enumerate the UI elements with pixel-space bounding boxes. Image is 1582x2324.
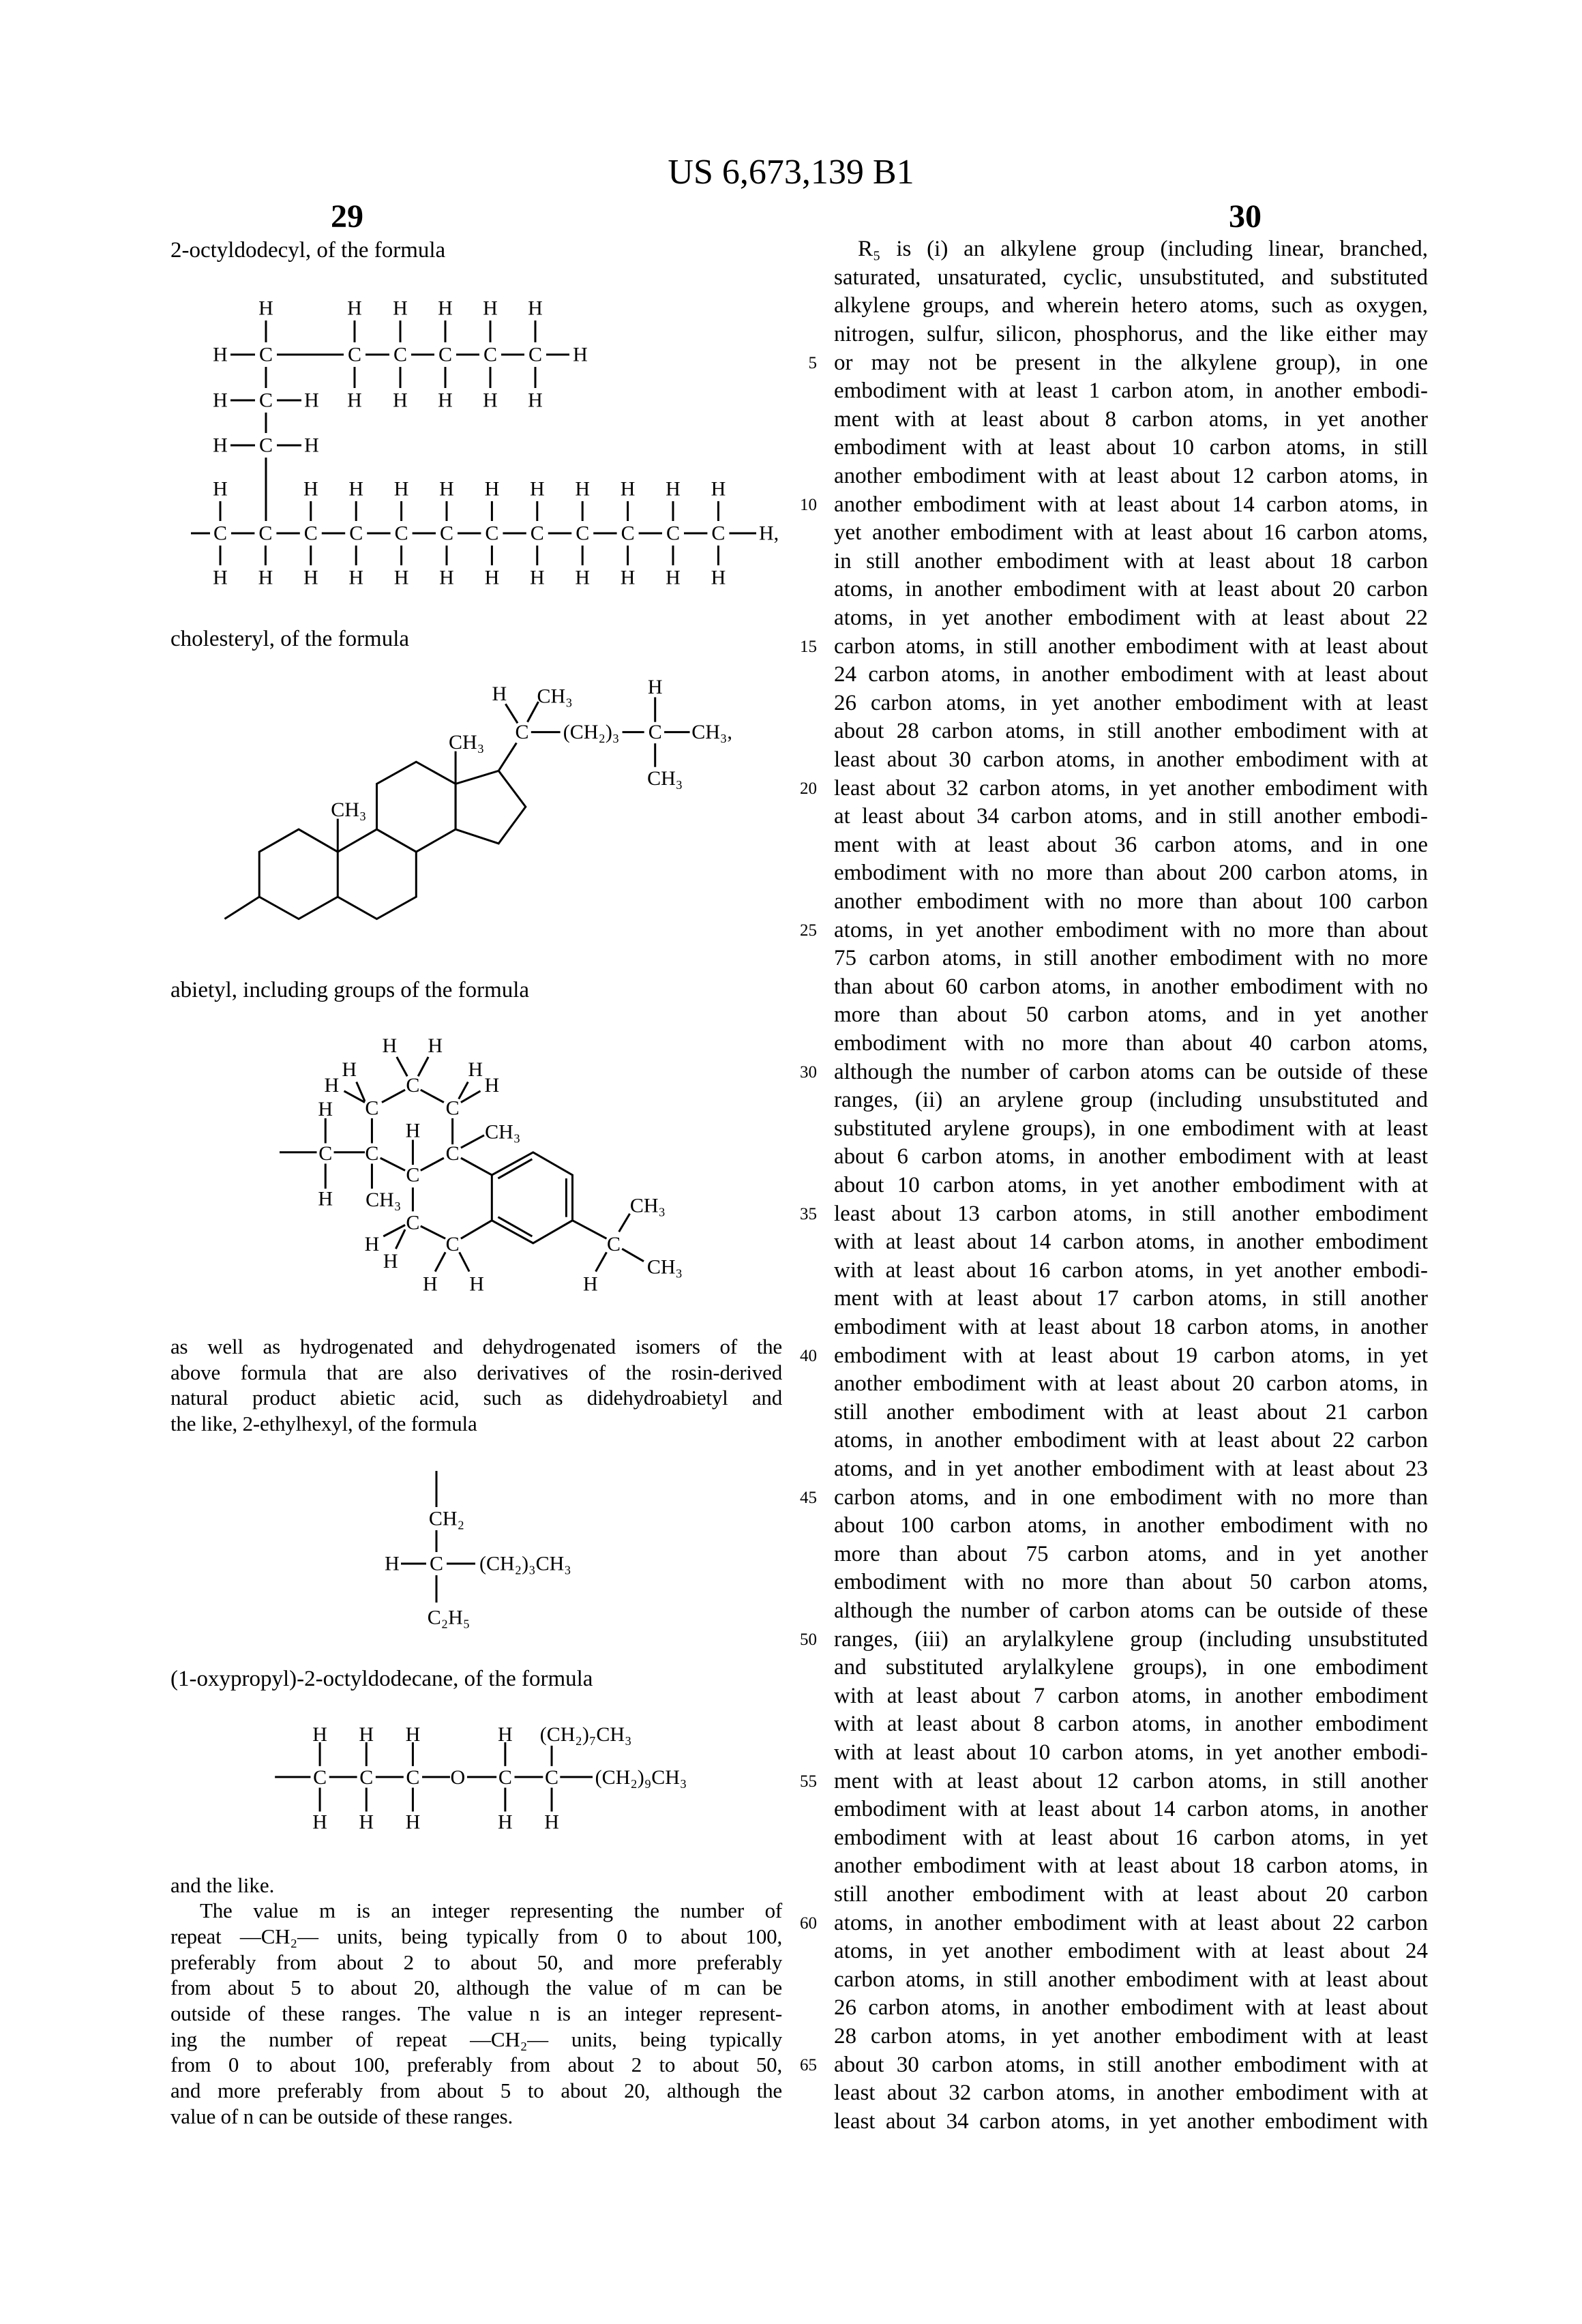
patent-page xyxy=(0,0,1582,2324)
atom-label: H xyxy=(492,683,507,705)
line-number: 35 xyxy=(771,1200,817,1229)
text-line: from 0 to about 100, preferably from about 2 to about 50, xyxy=(170,2052,782,2078)
atom-label: C xyxy=(395,522,408,545)
text-line: atoms, in another embodiment with at least about 22 carbon xyxy=(834,1909,1428,1938)
text-line: another embodiment with at least about 20 carbon atoms, in xyxy=(834,1370,1428,1399)
atom-label: C xyxy=(607,1233,621,1255)
atom-label: H xyxy=(711,478,726,501)
text-line: about 30 carbon atoms, in still another embodiment with at xyxy=(834,2051,1428,2080)
atom-label: C xyxy=(430,1553,443,1575)
text-line: value of n can be outside of these ranges. xyxy=(170,2104,782,2130)
bond-line xyxy=(224,897,259,919)
text-line: at least about 34 carbon atoms, and in still another embodi- xyxy=(834,803,1428,831)
text-line: atoms, and in yet another embodiment with at least about 23 xyxy=(834,1455,1428,1484)
atom-label: C xyxy=(365,1097,378,1119)
text-line: with at least about 10 carbon atoms, in yet another embodi- xyxy=(834,1739,1428,1768)
atom-label: H xyxy=(304,389,319,412)
atom-label: C xyxy=(349,522,363,545)
atom-label: H xyxy=(530,567,545,589)
atom-label: H xyxy=(583,1272,598,1295)
text-line: The value m is an integer representing the number of xyxy=(200,1898,782,1924)
ring-b xyxy=(338,829,416,919)
atom-label: C xyxy=(259,389,273,412)
cholesteryl-caption: cholesteryl, of the formula xyxy=(170,625,409,653)
atom-label: C xyxy=(446,1233,460,1255)
atom-label: H xyxy=(573,344,588,366)
atom-label: CH₃ xyxy=(647,1255,683,1278)
atom-label: CH₃ xyxy=(537,685,573,707)
text-line: R₅ is (i) an alkylene group (including linear, branched, xyxy=(858,235,1428,264)
atom-label: H xyxy=(213,478,228,501)
text-line: embodiment with no more than about 200 carbon atoms, in xyxy=(834,859,1428,888)
atom-label: C xyxy=(258,522,272,545)
atom-label: H xyxy=(347,389,362,412)
atom-label: H xyxy=(347,297,362,320)
atom-label: H xyxy=(575,478,590,501)
line-number: 60 xyxy=(771,1909,817,1938)
line-number: 15 xyxy=(771,633,817,661)
atom-label: (CH₂)₇CH₃ xyxy=(540,1723,632,1746)
text-line: more than about 50 carbon atoms, and in yet another xyxy=(834,1001,1428,1030)
text-line: carbon atoms, and in one embodiment with no more than xyxy=(834,1484,1428,1513)
atom-label: H xyxy=(318,1188,333,1210)
atom-label: H xyxy=(423,1272,438,1295)
atom-label: H xyxy=(304,434,319,457)
atom-label: C₂H₅ xyxy=(428,1607,471,1629)
text-line: substituted arylene groups), in one embodiment with at least xyxy=(834,1115,1428,1144)
ring-c xyxy=(377,762,456,852)
text-line: 26 carbon atoms, in another embodiment with at least about xyxy=(834,1994,1428,2023)
text-line: atoms, in yet another embodiment with at least about 22 xyxy=(834,604,1428,633)
bond-line xyxy=(435,1252,445,1271)
text-line: although the number of carbon atoms can be outside of these xyxy=(834,1597,1428,1626)
text-line: about 100 carbon atoms, in another embodiment with no xyxy=(834,1512,1428,1540)
atom-label: C xyxy=(406,1766,419,1789)
text-line: than about 60 carbon atoms, in another embodiment with no xyxy=(834,973,1428,1002)
text-line: ment with at least about 36 carbon atoms, and in one xyxy=(834,831,1428,860)
atom-label: C xyxy=(648,721,662,743)
atom-label: C xyxy=(440,522,453,545)
atom-label: H xyxy=(394,478,409,501)
text-line: ranges, (ii) an arylene group (including unsubstituted and xyxy=(834,1086,1428,1115)
atom-label: H xyxy=(406,1120,421,1142)
atom-label: H xyxy=(312,1811,327,1833)
atom-label: H xyxy=(484,1074,499,1097)
bond-line xyxy=(498,743,516,771)
text-line: about 28 carbon atoms, in still another embodiment with at xyxy=(834,717,1428,746)
atom-label: C xyxy=(711,522,725,545)
atom-label: C xyxy=(365,1142,378,1165)
atom-label: H xyxy=(575,567,590,589)
atom-label: C xyxy=(406,1212,419,1234)
text-line: least about 34 carbon atoms, in yet another embodiment with xyxy=(834,2108,1428,2136)
bond-line xyxy=(572,1221,606,1239)
ring-a xyxy=(259,829,338,919)
atom-label: H xyxy=(348,478,363,501)
text-line: although the number of carbon atoms can be outside of these xyxy=(834,1058,1428,1087)
atom-label: H xyxy=(528,297,543,320)
bond-line xyxy=(596,1252,607,1271)
bond-line xyxy=(418,1057,428,1076)
atom-label: H xyxy=(312,1723,327,1746)
atom-label: H xyxy=(385,1553,400,1575)
bond-line xyxy=(460,1252,470,1271)
bond-line xyxy=(461,1135,484,1148)
atom-label: H xyxy=(438,297,453,320)
bond-line xyxy=(421,1090,444,1102)
text-line: alkylene groups, and wherein hetero atoms, such as oxygen, xyxy=(834,292,1428,321)
atom-label: H xyxy=(485,478,500,501)
text-line: atoms, in another embodiment with at least about 22 carbon xyxy=(834,1427,1428,1455)
atom-label: O xyxy=(450,1766,465,1789)
text-line: embodiment with at least about 16 carbon atoms, in yet xyxy=(834,1824,1428,1853)
bond-line xyxy=(461,1158,492,1175)
text-line: 75 carbon atoms, in still another embodiment with no more xyxy=(834,944,1428,973)
atom-label: C xyxy=(576,522,589,545)
text-line: preferably from about 2 to about 50, and more preferably xyxy=(170,1950,782,1976)
atom-label: H xyxy=(394,567,409,589)
atom-label: H xyxy=(258,297,273,320)
line-number: 20 xyxy=(771,775,817,803)
text-line: 26 carbon atoms, in yet another embodiment with at least xyxy=(834,689,1428,718)
atom-label: C xyxy=(359,1766,373,1789)
atom-label: C xyxy=(348,344,361,366)
atom-label: H xyxy=(303,567,318,589)
text-line: embodiment with no more than about 40 carbon atoms, xyxy=(834,1030,1428,1058)
text-line: another embodiment with no more than about 100 carbon xyxy=(834,888,1428,917)
atom-label: H xyxy=(439,567,454,589)
atom-label: (CH₂)₉CH₃ xyxy=(595,1766,687,1789)
atom-label: H xyxy=(483,389,498,412)
text-line: least about 13 carbon atoms, in still another embodiment xyxy=(834,1200,1428,1229)
text-line: another embodiment with at least about 18 carbon atoms, in xyxy=(834,1852,1428,1881)
atom-label: H xyxy=(711,567,726,589)
atom-label: H xyxy=(359,1723,374,1746)
bond-line xyxy=(461,1221,492,1239)
text-line: still another embodiment with at least about 21 carbon xyxy=(834,1399,1428,1427)
line-number: 10 xyxy=(771,491,817,520)
atom-label: H xyxy=(258,567,273,589)
atom-label: (CH₂)₃ xyxy=(563,721,620,743)
atom-label: C xyxy=(528,344,542,366)
line-number: 40 xyxy=(771,1342,817,1371)
bond-line xyxy=(461,1091,481,1103)
text-line: about 6 carbon atoms, in another embodiment with at least xyxy=(834,1143,1428,1172)
atom-label: H xyxy=(439,478,454,501)
text-line: still another embodiment with at least about 20 carbon xyxy=(834,1881,1428,1909)
atom-label: CH₃ xyxy=(365,1189,401,1211)
text-line: the like, 2-ethylhexyl, of the formula xyxy=(170,1411,782,1437)
text-line: embodiment with at least about 18 carbon atoms, in another xyxy=(834,1313,1428,1342)
text-line: with at least about 8 carbon atoms, in another embodiment xyxy=(834,1710,1428,1739)
oxypropyl-caption: (1-oxypropyl)-2-octyldodecane, of the formula xyxy=(170,1665,593,1693)
text-line: about 10 carbon atoms, in yet another embodiment with at xyxy=(834,1172,1428,1200)
text-line: natural product abietic acid, such as didehydroabietyl and xyxy=(170,1385,782,1411)
bond-line xyxy=(421,1226,445,1238)
atom-label: C xyxy=(313,1766,327,1789)
atom-label: H xyxy=(498,1811,513,1833)
text-line: as well as hydrogenated and dehydrogenated isomers of the xyxy=(170,1334,782,1360)
right-column-page-number: 30 xyxy=(1177,198,1313,236)
atom-label: H xyxy=(498,1723,513,1746)
text-line: atoms, in yet another embodiment with no more than about xyxy=(834,917,1428,945)
atom-label: H xyxy=(406,1723,421,1746)
text-line: carbon atoms, in still another embodiment with at least about xyxy=(834,633,1428,661)
patent-number: US 6,673,139 B1 xyxy=(586,151,996,194)
text-line: embodiment with at least about 19 carbon atoms, in yet xyxy=(834,1342,1428,1371)
atom-label: H xyxy=(213,344,228,366)
atom-label: C xyxy=(406,1074,419,1097)
bond-line xyxy=(622,1249,644,1261)
text-line: least about 32 carbon atoms, in another embodiment with at xyxy=(834,2079,1428,2108)
atom-label: H xyxy=(393,297,408,320)
chemical-formulas xyxy=(0,0,1582,2324)
atom-label: H xyxy=(383,1034,398,1057)
text-line: least about 32 carbon atoms, in yet another embodiment with xyxy=(834,775,1428,803)
text-line: ment with at least about 8 carbon atoms, in yet another xyxy=(834,406,1428,434)
atom-label: H xyxy=(483,297,498,320)
bond-line xyxy=(382,1090,405,1102)
atom-label: C xyxy=(621,522,635,545)
text-line: another embodiment with at least about 14 carbon atoms, in xyxy=(834,491,1428,520)
text-line: another embodiment with at least about 12 carbon atoms, in xyxy=(834,462,1428,491)
atom-label: CH₃ xyxy=(630,1195,666,1217)
atom-label: H xyxy=(359,1811,374,1833)
left-column-page-number: 29 xyxy=(279,198,415,236)
text-line: and substituted arylalkylene groups), in one embodiment xyxy=(834,1654,1428,1682)
bond-line xyxy=(421,1158,444,1170)
text-line: atoms, in another embodiment with at least about 20 carbon xyxy=(834,576,1428,604)
line-number: 50 xyxy=(771,1626,817,1654)
atom-label: C xyxy=(446,1142,460,1165)
line-number: 5 xyxy=(771,349,817,378)
atom-label: C xyxy=(498,1766,512,1789)
atom-label: C xyxy=(259,434,273,457)
atom-label: CH₃ xyxy=(485,1120,520,1143)
text-line: yet another embodiment with at least about 16 carbon atoms, xyxy=(834,519,1428,548)
text-line: outside of these ranges. The value n is an integer represent- xyxy=(170,2001,782,2027)
and-the-like-text: and the like. xyxy=(170,1872,274,1899)
bond-line xyxy=(459,1082,468,1099)
text-line: and more preferably from about 5 to about 20, although the xyxy=(170,2078,782,2104)
atom-label: C xyxy=(666,522,680,545)
text-line: in still another embodiment with at least about 18 carbon xyxy=(834,548,1428,576)
text-line: with at least about 16 carbon atoms, in yet another embodi- xyxy=(834,1257,1428,1285)
line-number: 30 xyxy=(771,1058,817,1087)
text-line: ment with at least about 12 carbon atoms, in still another xyxy=(834,1768,1428,1796)
atom-label: C xyxy=(515,721,528,743)
atom-label: CH₃ xyxy=(647,767,683,790)
text-line: ment with at least about 17 carbon atoms, in still another xyxy=(834,1285,1428,1313)
atom-label: H xyxy=(469,1272,484,1295)
atom-label: H xyxy=(213,389,228,412)
text-line: nitrogen, sulfur, silicon, phosphorus, and the like either may xyxy=(834,321,1428,349)
atom-label: C xyxy=(483,344,497,366)
atom-label: C xyxy=(393,344,407,366)
text-line: 28 carbon atoms, in yet another embodiment with at least xyxy=(834,2023,1428,2051)
text-line: carbon atoms, in still another embodiment with at least about xyxy=(834,1966,1428,1995)
atom-label: H xyxy=(213,434,228,457)
atom-label: H xyxy=(468,1058,483,1081)
text-line: with at least about 14 carbon atoms, in another embodiment xyxy=(834,1228,1428,1257)
atom-label: H xyxy=(393,389,408,412)
octyldodecyl-caption: 2-octyldodecyl, of the formula xyxy=(170,237,445,264)
abietyl-caption: abietyl, including groups of the formula xyxy=(170,977,529,1004)
atom-label: H, xyxy=(759,522,779,545)
atom-label: H xyxy=(342,1058,357,1081)
atom-label: C xyxy=(446,1097,460,1119)
line-number: 25 xyxy=(771,917,817,945)
bond-line xyxy=(397,1057,407,1076)
atom-label: H xyxy=(325,1074,340,1097)
atom-label: H xyxy=(528,389,543,412)
atom-label: H xyxy=(530,478,545,501)
atom-label: H xyxy=(383,1250,398,1272)
atom-label: CH₃, xyxy=(691,721,732,743)
atom-label: C xyxy=(304,522,318,545)
text-line: embodiment with at least about 14 carbon atoms, in another xyxy=(834,1796,1428,1824)
atom-label: H xyxy=(406,1811,421,1833)
atom-label: C xyxy=(259,344,273,366)
atom-label: C xyxy=(438,344,452,366)
atom-label: H xyxy=(213,567,228,589)
bond-line xyxy=(395,1230,405,1249)
benzene-ring xyxy=(492,1152,572,1243)
text-line: or may not be present in the alkylene group), in one xyxy=(834,349,1428,378)
atom-label: CH₃ xyxy=(449,731,484,754)
atom-label: (CH₂)₃CH₃ xyxy=(479,1553,571,1575)
bond-line xyxy=(380,1158,405,1170)
atom-label: C xyxy=(213,522,227,545)
atom-label: H xyxy=(318,1098,333,1120)
atom-label: H xyxy=(365,1233,380,1255)
text-line: ing the number of repeat —CH₂— units, being typically xyxy=(170,2027,782,2053)
atom-label: H xyxy=(666,478,681,501)
atom-label: H xyxy=(428,1034,443,1057)
atom-label: H xyxy=(438,389,453,412)
atom-label: C xyxy=(318,1142,332,1165)
text-line: 24 carbon atoms, in another embodiment with at least about xyxy=(834,661,1428,689)
line-number: 65 xyxy=(771,2051,817,2080)
atom-label: C xyxy=(531,522,544,545)
text-line: embodiment with at least 1 carbon atom, in another embodi- xyxy=(834,377,1428,406)
atom-label: H xyxy=(544,1811,559,1833)
atom-label: C xyxy=(406,1164,419,1187)
text-line: more than about 75 carbon atoms, and in yet another xyxy=(834,1540,1428,1569)
atom-label: CH₃ xyxy=(331,799,366,821)
text-line: atoms, in yet another embodiment with at least about 24 xyxy=(834,1937,1428,1966)
atom-label: C xyxy=(545,1766,558,1789)
ring-d xyxy=(456,771,526,844)
text-line: ranges, (iii) an arylalkylene group (including unsubstituted xyxy=(834,1626,1428,1654)
text-line: embodiment with no more than about 50 carbon atoms, xyxy=(834,1568,1428,1597)
text-line: with at least about 7 carbon atoms, in another embodiment xyxy=(834,1682,1428,1711)
text-line: above formula that are also derivatives of the rosin-derived xyxy=(170,1360,782,1386)
atom-label: H xyxy=(648,676,663,698)
text-line: repeat —CH₂— units, being typically from 0 to about 100, xyxy=(170,1924,782,1950)
bond-line xyxy=(619,1214,630,1232)
line-number: 55 xyxy=(771,1768,817,1796)
atom-label: H xyxy=(666,567,681,589)
atom-label: CH₂ xyxy=(429,1508,464,1530)
atom-label: H xyxy=(621,478,636,501)
atom-label: C xyxy=(485,522,498,545)
text-line: from about 5 to about 20, although the value of m can be xyxy=(170,1975,782,2001)
line-number: 45 xyxy=(771,1484,817,1513)
atom-label: H xyxy=(348,567,363,589)
atom-label: H xyxy=(621,567,636,589)
text-line: least about 30 carbon atoms, in another embodiment with at xyxy=(834,746,1428,775)
text-line: saturated, unsaturated, cyclic, unsubstituted, and substituted xyxy=(834,264,1428,293)
text-line: embodiment with at least about 10 carbon atoms, in still xyxy=(834,434,1428,462)
atom-label: H xyxy=(485,567,500,589)
atom-label: H xyxy=(303,478,318,501)
